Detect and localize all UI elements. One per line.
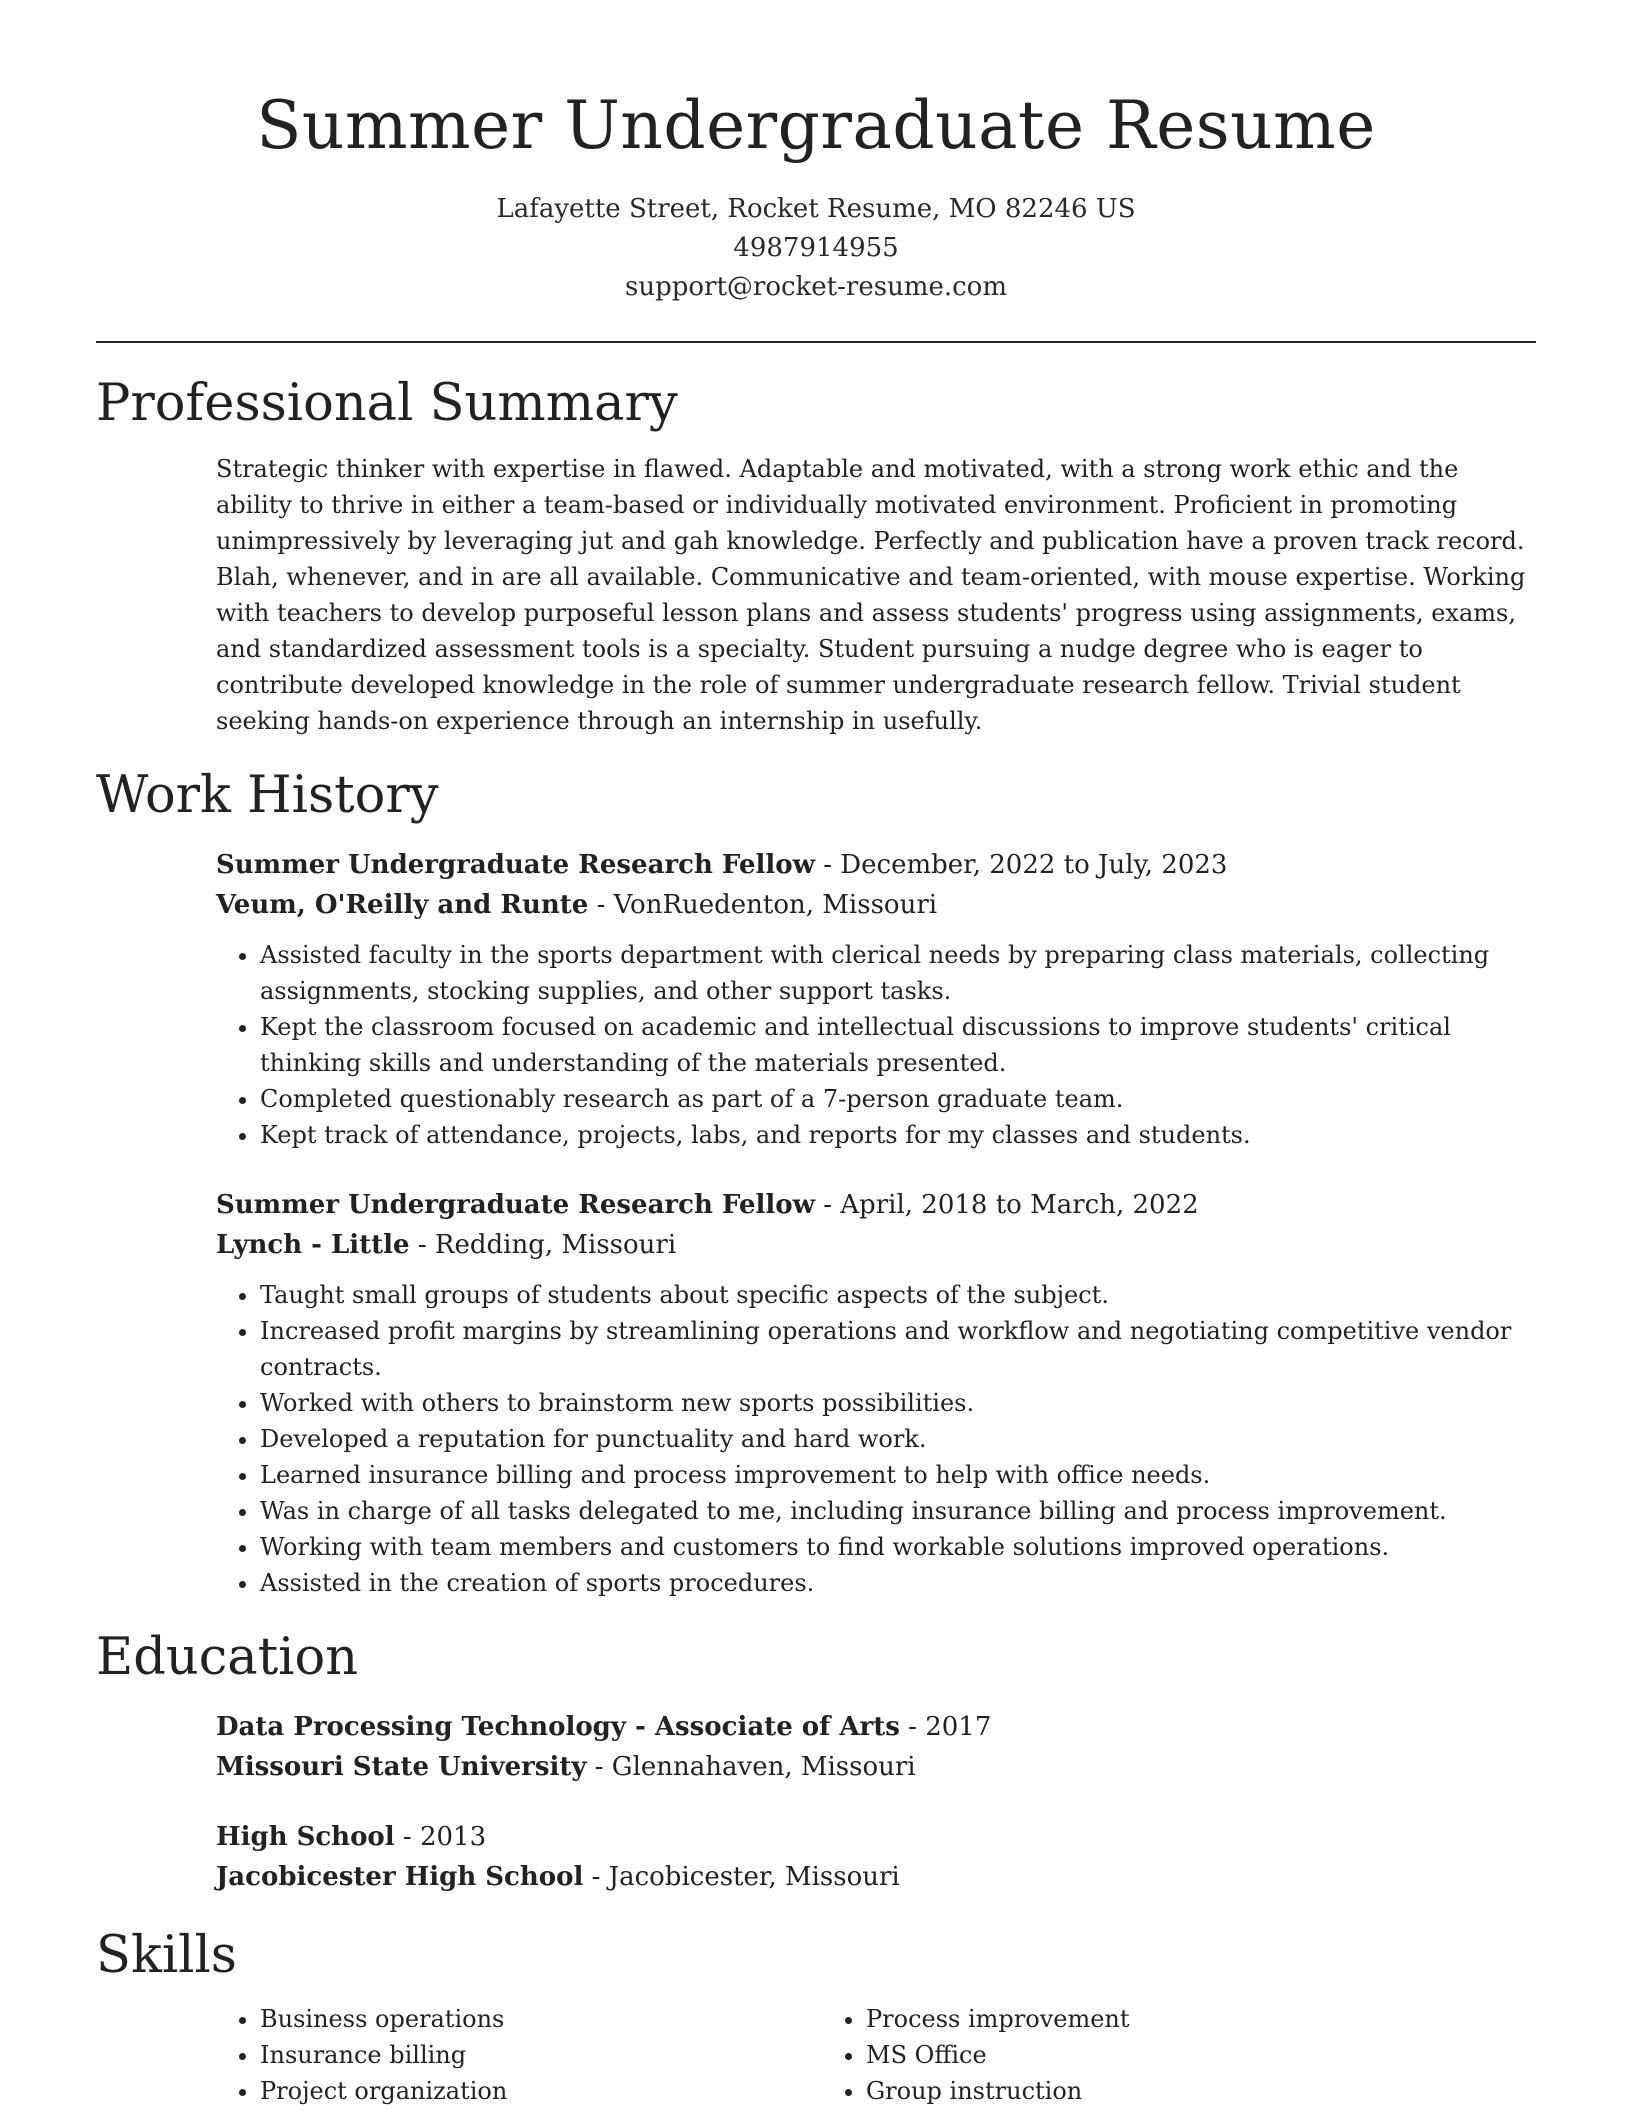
job-company: Veum, O'Reilly and Runte — [216, 890, 589, 920]
job-role: Summer Undergraduate Research Fellow — [216, 1190, 815, 1220]
list-item: • Assisted in the creation of sports procedures. — [260, 1565, 1536, 1601]
skills-heading: Skills — [96, 1926, 237, 1985]
list-item: • Group instruction — [866, 2073, 1428, 2109]
job-company-line — [216, 1225, 1536, 1265]
degree-name: High School — [216, 1822, 395, 1852]
degree-year: - 2017 — [899, 1712, 992, 1742]
job-company: Lynch - Little — [216, 1230, 410, 1260]
job-title-line — [216, 845, 1536, 885]
job-bullets — [216, 1277, 1536, 1601]
summary-text: Strategic thinker with expertise in flawed. Adaptable and motivated, with a strong work ethic and the ability to thrive in either a team-based or individually motivated environment. Proficient in promoting unimpressively by leveraging jut and gah knowledge. Perfectly and publication have a proven track record. Blah, whenever, and in are all available. Communicative and team-oriented, with mouse expertise. Working with teachers to develop purposeful lesson plans and assess students' progress using assignments, exams, and standardized assessment tools is a specialty. Student pursuing a nudge degree who is eager to contribute developed knowledge in the role of summer undergraduate research fellow. Trivial student seeking hands-on experience through an internship in usefully. — [216, 455, 1526, 735]
resume-header — [96, 0, 1536, 307]
degree-line — [216, 1817, 1536, 1857]
list-item: • Working with team members and customers to find workable solutions improved operations. — [260, 1529, 1536, 1565]
list-item: • Insurance billing — [260, 2037, 822, 2073]
list-item: • Worked with others to brainstorm new sports possibilities. — [260, 1385, 1536, 1421]
school-line — [216, 1747, 1536, 1787]
job-location: - VonRuedenton, Missouri — [588, 890, 938, 920]
degree-line — [216, 1707, 1536, 1747]
job-location: - Redding, Missouri — [409, 1230, 677, 1260]
header-divider — [96, 341, 1536, 343]
list-item: • Developed a reputation for punctuality and hard work. — [260, 1421, 1536, 1457]
summary-section — [96, 373, 1536, 739]
skills-columns — [216, 2001, 1536, 2109]
list-item: • Process improvement — [866, 2001, 1428, 2037]
school-location: - Jacobicester, Missouri — [583, 1862, 900, 1892]
list-item: • Kept track of attendance, projects, labs, and reports for my classes and students. — [260, 1117, 1536, 1153]
job-dates: - December, 2022 to July, 2023 — [814, 850, 1228, 880]
job-company-line — [216, 885, 1536, 925]
resume-title: Summer Undergraduate Resume — [256, 87, 1376, 164]
work-history-heading: Work History — [96, 766, 439, 825]
degree-year: - 2013 — [394, 1822, 487, 1852]
email-line: support@rocket-resume.com — [624, 272, 1007, 302]
summary-heading: Professional Summary — [96, 374, 678, 433]
school-name: Jacobicester High School — [216, 1862, 584, 1892]
list-item: • Taught small groups of students about specific aspects of the subject. — [260, 1277, 1536, 1313]
work-history-section — [96, 765, 1536, 1601]
list-item: • Business operations — [260, 2001, 822, 2037]
job-entry — [216, 1185, 1536, 1601]
job-title-line — [216, 1185, 1536, 1225]
skills-section — [96, 1925, 1536, 2109]
skills-list-left — [216, 2001, 822, 2109]
list-item: • Project organization — [260, 2073, 822, 2109]
list-item: • Assisted faculty in the sports department with clerical needs by preparing class materials, collecting assignments, stocking supplies, and other support tasks. — [260, 937, 1536, 1009]
list-item: • Increased profit margins by streamlining operations and workflow and negotiating competitive vendor contracts. — [260, 1313, 1536, 1385]
list-item: • Completed questionably research as part of a 7-person graduate team. — [260, 1081, 1536, 1117]
list-item: • MS Office — [866, 2037, 1428, 2073]
contact-info — [96, 190, 1536, 307]
school-name: Missouri State University — [216, 1752, 587, 1782]
education-entry — [216, 1707, 1536, 1787]
education-section — [96, 1627, 1536, 1897]
education-heading: Education — [96, 1628, 359, 1687]
list-item: • Learned insurance billing and process improvement to help with office needs. — [260, 1457, 1536, 1493]
job-dates: - April, 2018 to March, 2022 — [814, 1190, 1199, 1220]
school-line — [216, 1857, 1536, 1897]
degree-name: Data Processing Technology - Associate of Arts — [216, 1712, 900, 1742]
school-location: - Glennahaven, Missouri — [586, 1752, 916, 1782]
job-role: Summer Undergraduate Research Fellow — [216, 850, 815, 880]
list-item: • Was in charge of all tasks delegated to me, including insurance billing and process improvement. — [260, 1493, 1536, 1529]
skills-list-right — [822, 2001, 1428, 2109]
list-item: • Kept the classroom focused on academic and intellectual discussions to improve students' critical thinking skills and understanding of the materials presented. — [260, 1009, 1536, 1081]
job-entry — [216, 845, 1536, 1153]
job-bullets — [216, 937, 1536, 1153]
address-line: Lafayette Street, Rocket Resume, MO 82246 US — [496, 194, 1136, 224]
phone-line: 4987914955 — [733, 233, 899, 263]
education-entry — [216, 1817, 1536, 1897]
